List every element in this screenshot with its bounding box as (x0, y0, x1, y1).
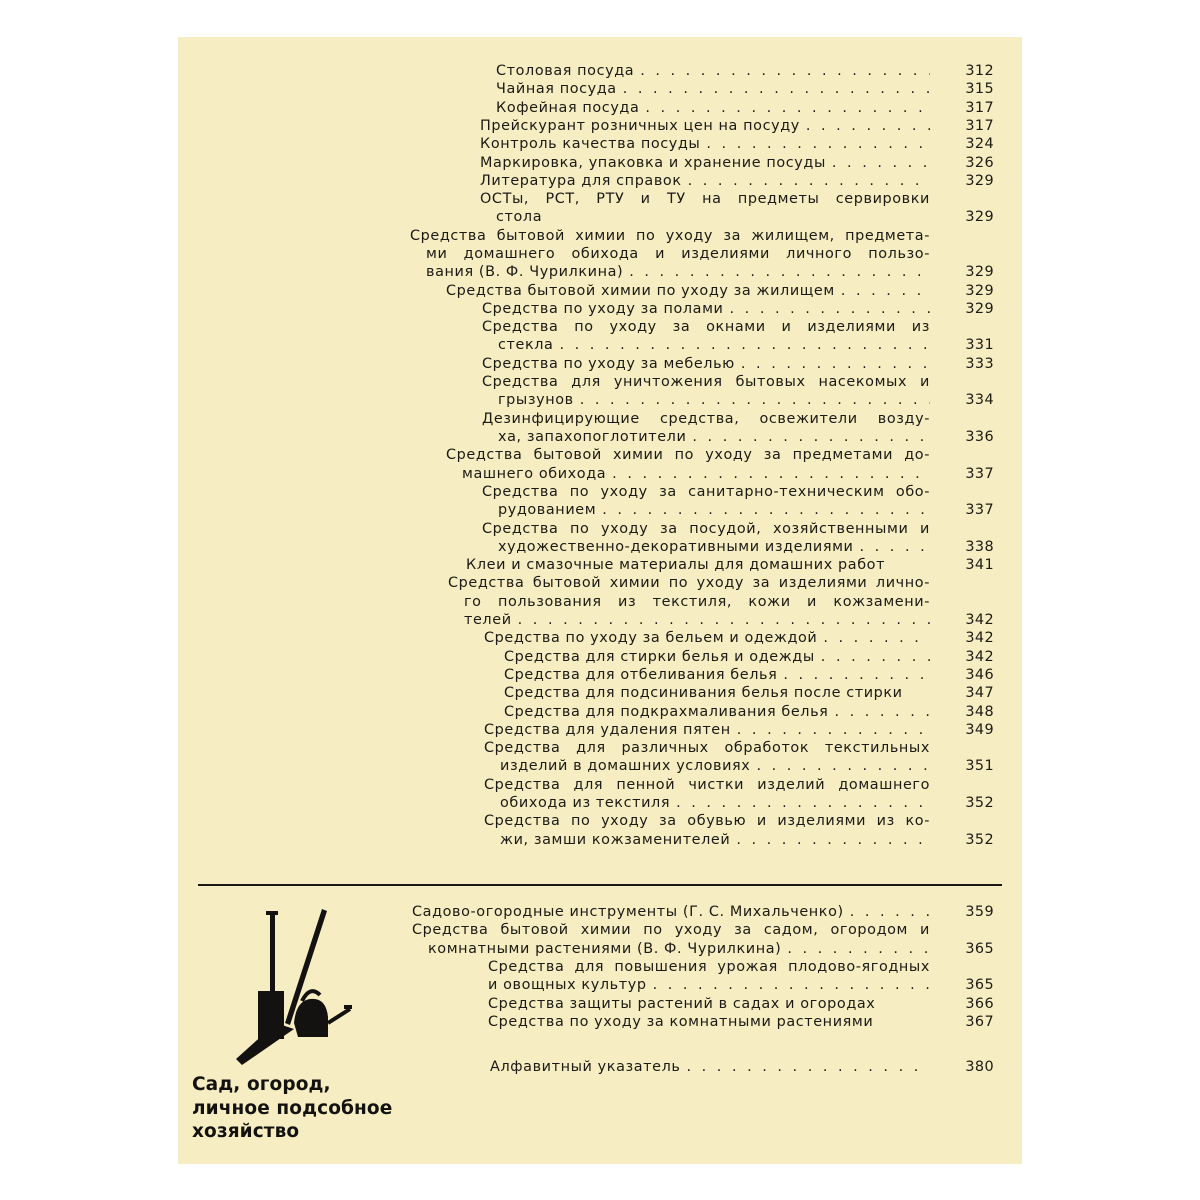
toc-entry (490, 1058, 994, 1076)
toc-entry-line (496, 99, 994, 117)
toc-entry (480, 190, 994, 227)
page-number: 337 (965, 465, 994, 482)
dot-leader (783, 666, 930, 684)
section-title-line: Сад, огород, (192, 1074, 331, 1095)
toc-entry-line (484, 794, 994, 812)
toc-entry-line (446, 465, 994, 483)
toc-entry-text: Средства бытовой химии по уходу за жилищем (446, 282, 835, 299)
toc-entry-line: Средства бытовой химии по уходу за изделиями лично- (448, 575, 930, 592)
toc-entry-line (484, 831, 994, 849)
toc-entry-text: и овощных культур (488, 977, 647, 994)
page-number: 380 (965, 1059, 994, 1075)
section-title (192, 1073, 392, 1144)
page-number: 359 (965, 904, 994, 920)
toc-entry-line: Средства для пенной чистки изделий домашнего (484, 776, 930, 793)
toc-entry-line (482, 538, 994, 556)
page-number: 317 (965, 117, 994, 134)
page-number: 367 (965, 1013, 994, 1030)
page-number: 329 (965, 172, 994, 189)
toc-entry (504, 666, 994, 684)
toc-entry (488, 995, 994, 1013)
page-number: 351 (965, 758, 994, 775)
page-number: 349 (965, 721, 994, 738)
toc-entry (446, 282, 994, 300)
page-number: 336 (965, 428, 994, 445)
toc-entry (504, 684, 994, 702)
dot-leader (623, 80, 930, 98)
toc-entry-line: Средства по уходу за окнами и изделиями из (482, 319, 930, 336)
toc-entry (488, 958, 994, 995)
toc-entry-line (496, 80, 994, 98)
toc-entry-line (410, 263, 994, 281)
dot-leader (736, 831, 930, 849)
toc-entry-line: Средства по уходу за санитарно-техническим обо- (482, 483, 930, 500)
toc-entry-line (488, 976, 994, 994)
toc-entry-line (484, 721, 994, 739)
toc-entry-text: Столовая посуда (496, 63, 635, 79)
toc-entry (484, 812, 994, 849)
toc-entry (482, 318, 994, 355)
toc-entry-text: грызунов (498, 392, 574, 409)
toc-entry (484, 776, 994, 813)
toc-entry-line (482, 300, 994, 318)
dot-leader (787, 940, 930, 958)
section-title-line: хозяйство (192, 1121, 300, 1142)
page-number: 326 (965, 154, 994, 171)
toc-entry-text: Средства по уходу за полами (482, 300, 724, 317)
toc-entry-text: Литература для справок (480, 172, 682, 189)
toc-entry-text: изделий в домашних условиях (500, 758, 751, 775)
toc-entry (484, 739, 994, 776)
dot-leader (580, 391, 930, 409)
toc-entry-text: рудованием (498, 502, 597, 519)
toc-entry-line (488, 1013, 994, 1031)
dot-leader (823, 629, 930, 647)
page-number: 346 (965, 666, 994, 683)
toc-entry (448, 574, 994, 629)
toc-entry-text: Контроль качества посуды (480, 136, 701, 153)
garden-tools-illustration (236, 905, 356, 1065)
toc-entry-line: Средства для различных обработок текстильных (484, 740, 930, 757)
page-number: 329 (965, 300, 994, 317)
toc-entry (410, 227, 994, 282)
toc-entry-line (504, 703, 994, 721)
dot-leader (645, 99, 930, 117)
toc-entry (480, 135, 994, 153)
toc-entry-line (482, 391, 994, 409)
dot-leader (629, 263, 930, 281)
toc-entry-text: Средства по уходу за мебелью (482, 355, 735, 372)
page-number: 341 (965, 557, 994, 574)
dot-leader (687, 1058, 931, 1076)
toc-entry-text: стекла (498, 337, 554, 354)
page-number: 329 (965, 264, 994, 281)
toc-entry (480, 117, 994, 135)
page-number: 365 (965, 977, 994, 994)
dot-leader (692, 428, 930, 446)
toc-entry-line (482, 336, 994, 354)
toc-entry-text: Алфавитный указатель (490, 1059, 681, 1075)
toc-entry-line (484, 629, 994, 647)
toc-entry-line (412, 940, 994, 958)
toc-entry (496, 80, 994, 98)
toc-entry (482, 520, 994, 557)
toc-entry-line (496, 62, 994, 80)
toc-entry-text: художественно-декоративными изделиями (498, 538, 854, 555)
toc-entry (480, 172, 994, 190)
toc-entry (482, 373, 994, 410)
toc-entry-line (480, 154, 994, 172)
dot-leader (737, 721, 930, 739)
toc-entry-text: машнего обихода (462, 465, 607, 482)
dot-leader (834, 703, 930, 721)
toc-entry (482, 483, 994, 520)
toc-entry-line (448, 611, 994, 629)
toc-entry-text: Средства для стирки белья и одежды (504, 648, 815, 665)
toc-entry-text: Садово-огородные инструменты (Г. С. Михальченко) (412, 904, 844, 920)
toc-entry-line (446, 282, 994, 300)
toc-entry (482, 300, 994, 318)
toc-entry (412, 921, 994, 958)
toc-entry-line: Средства бытовой химии по уходу за предметами до- (446, 447, 930, 464)
toc-entry-line (482, 355, 994, 373)
dot-leader (832, 154, 930, 172)
toc-entry-line (504, 648, 994, 666)
toc-entry-text: Средства защиты растений в садах и огородах (488, 995, 876, 1012)
toc-entry-line: ОСТы, РСТ, РТУ и ТУ на предметы сервировки (480, 191, 930, 208)
toc-entry-line (504, 684, 994, 702)
toc-entry-line (490, 1058, 994, 1076)
page-number: 315 (965, 81, 994, 98)
dot-leader (821, 648, 930, 666)
toc-entry-text: Кофейная посуда (496, 99, 640, 116)
toc-entry (504, 703, 994, 721)
toc-entry-text: Средства для отбеливания белья (504, 666, 778, 683)
toc-entry (480, 154, 994, 172)
toc-entry-line: Средства по уходу за посудой, хозяйственными и (482, 520, 930, 537)
toc-entry (504, 648, 994, 666)
page-number: 329 (965, 209, 994, 226)
dot-leader (653, 976, 930, 994)
toc-entry-line (482, 428, 994, 446)
toc-entry-line (482, 501, 994, 519)
toc-entry-text: Чайная посуда (496, 81, 617, 98)
dot-leader (756, 757, 930, 775)
toc-entry-text: Средства для удаления пятен (484, 721, 731, 738)
toc-entry (412, 903, 994, 921)
page-number: 348 (965, 703, 994, 720)
dot-leader (688, 172, 930, 190)
toc-entry-line: Средства бытовой химии по уходу за жилищем, предмета- (410, 227, 930, 244)
toc-entry-line: Средства по уходу за обувью и изделиями из ко- (484, 813, 930, 830)
page-number: 347 (965, 685, 994, 702)
toc-entry-text: Прейскурант розничных цен на посуду (480, 117, 800, 134)
toc-entry-text: обихода из текстиля (500, 794, 671, 811)
section-divider (198, 884, 1002, 886)
toc-entry-line (466, 556, 994, 574)
dot-leader (518, 611, 930, 629)
page-number: 365 (965, 940, 994, 957)
toc-entry-line (412, 903, 994, 921)
toc-entry-text: ха, запахопоглотители (498, 428, 687, 445)
toc-entry-line (480, 208, 994, 226)
toc-entry-line (480, 117, 994, 135)
toc-entry (446, 446, 994, 483)
toc-entry-text: Средства для подсинивания белья после стирки (504, 685, 903, 702)
toc-entry-text: Средства по уходу за комнатными растениями (488, 1013, 874, 1030)
toc-entry-line (488, 995, 994, 1013)
toc-entry-line (484, 757, 994, 775)
toc-entry-text: Клеи и смазочные материалы для домашних работ (466, 557, 886, 574)
toc-entry-text: Средства для подкрахмаливания белья (504, 703, 829, 720)
toc-entry-line: Дезинфицирующие средства, освежители возду- (482, 410, 930, 427)
page-number: 337 (965, 502, 994, 519)
page-number: 366 (965, 995, 994, 1012)
toc-entry-text: вания (В. Ф. Чурилкина) (426, 264, 624, 281)
page-number: 312 (965, 63, 994, 79)
page-number: 342 (965, 630, 994, 647)
toc-entry-line: Средства для повышения урожая плодово-ягодных (488, 958, 930, 975)
dot-leader (741, 355, 930, 373)
page-number: 329 (965, 282, 994, 299)
toc-entry (496, 99, 994, 117)
dot-leader (602, 501, 930, 519)
toc-entry-line (480, 172, 994, 190)
dot-leader (612, 465, 930, 483)
toc-entry-line (504, 666, 994, 684)
section-title-line: личное подсобное (192, 1097, 393, 1119)
toc-entry (488, 1013, 994, 1031)
toc-entry-text: телей (464, 611, 512, 628)
toc-entry-line: го пользования из текстиля, кожи и кожзамени- (464, 593, 930, 610)
toc-entry-text: стола (496, 209, 543, 226)
toc-entry-line: Средства бытовой химии по уходу за садом, огородом и (412, 922, 930, 939)
toc-entry (466, 556, 994, 574)
page-number: 334 (965, 392, 994, 409)
page-number: 317 (965, 99, 994, 116)
page-number: 333 (965, 355, 994, 372)
toc-entry-text: Средства по уходу за бельем и одеждой (484, 630, 818, 647)
page-number: 331 (965, 337, 994, 354)
dot-leader (730, 300, 930, 318)
toc-entry (484, 629, 994, 647)
page-number: 342 (965, 611, 994, 628)
toc-entry (482, 355, 994, 373)
page-number: 352 (965, 794, 994, 811)
toc-entry (496, 62, 994, 80)
dot-leader (860, 538, 931, 556)
dot-leader (850, 903, 930, 921)
toc-entry-text: жи, замши кожзаменителей (500, 831, 731, 848)
dot-leader (706, 135, 930, 153)
book-page (178, 37, 1022, 1164)
dot-leader (640, 62, 930, 80)
dot-leader (841, 282, 930, 300)
toc-entry-line: ми домашнего обихода и изделиями личного пользо- (426, 245, 930, 262)
page-number: 342 (965, 648, 994, 665)
toc-entry (484, 721, 994, 739)
dot-leader (559, 336, 930, 354)
page-number: 338 (965, 538, 994, 555)
dot-leader (676, 794, 930, 812)
page-number: 352 (965, 831, 994, 848)
toc-entry-text: комнатными растениями (В. Ф. Чурилкина) (428, 940, 782, 957)
toc-entry-line (480, 135, 994, 153)
toc-entry-text: Маркировка, упаковка и хранение посуды (480, 154, 826, 171)
toc-entry-line: Средства для уничтожения бытовых насекомых и (482, 374, 930, 391)
dot-leader (806, 117, 930, 135)
toc-entry (482, 410, 994, 447)
page-number: 324 (965, 136, 994, 153)
